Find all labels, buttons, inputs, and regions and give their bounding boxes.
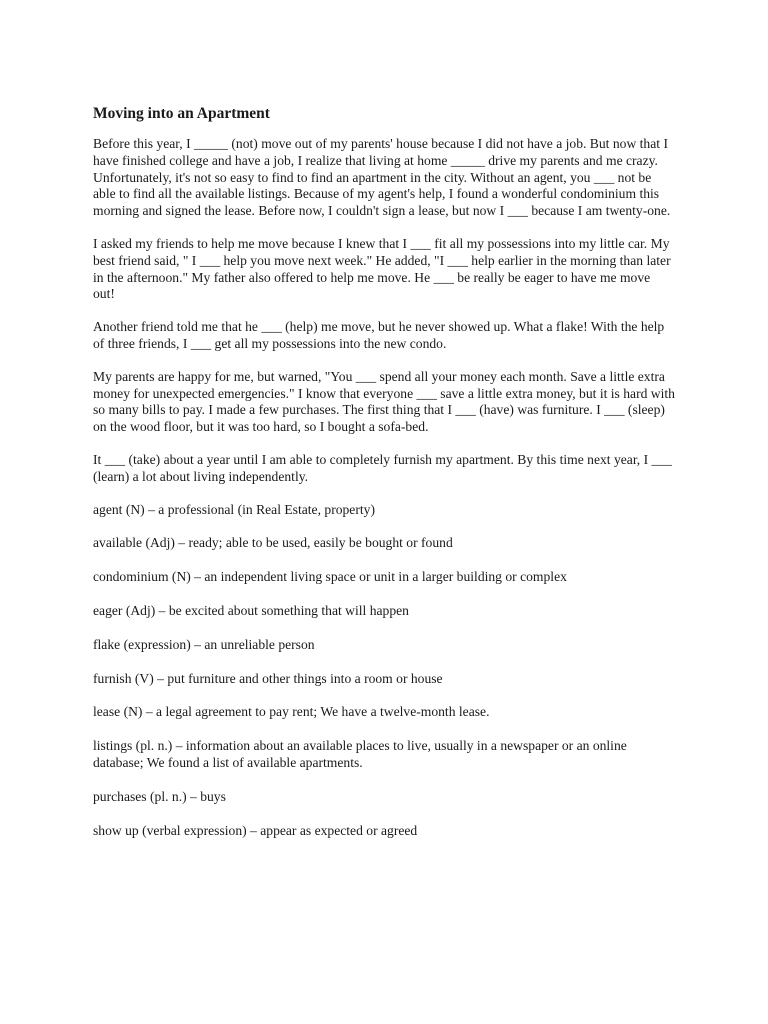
glossary-entry-purchases: purchases (pl. n.) – buys <box>93 788 226 804</box>
glossary-entry-available: available (Adj) – ready; able to be used, easily be bought or found <box>93 535 453 551</box>
glossary-entry-furnish: furnish (V) – put furniture and other things into a room or house <box>93 670 443 686</box>
paragraph-1: Before this year, I _____ (not) move out of my parents' house because I did not have a job. But now that I have finished college and have a job, I realize that living at home _____ drive my parents and me crazy. Unfortunately, it's not so easy to find to find an apartment in the city. Without an agent, you ___ not be able to find all the available listings. Because of my agent's help, I found a wonderful condominium this morning and signed the lease. Before now, I couldn't sign a lease, but now I ___ because I am twenty-one. <box>93 136 671 219</box>
glossary-entry-condominium: condominium (N) – an independent living space or unit in a larger building or complex <box>93 569 567 585</box>
glossary-entry-lease: lease (N) – a legal agreement to pay rent; We have a twelve-month lease. <box>93 704 490 720</box>
document-title: Moving into an Apartment <box>93 105 270 122</box>
glossary-entry-eager: eager (Adj) – be excited about something that will happen <box>93 602 409 618</box>
paragraph-5: It ___ (take) about a year until I am able to completely furnish my apartment. By this time next year, I ___ (learn) a lot about living independently. <box>93 451 672 484</box>
glossary-entry-show-up: show up (verbal expression) – appear as expected or agreed <box>93 822 418 838</box>
paragraph-4: My parents are happy for me, but warned, "You ___ spend all your money each month. Save a little extra money for unexpected emergencies." I know that everyone ___ save a little extra money, but it is hard with so many bills to pay. I made a few purchases. The first thing that I ___ (have) was furniture. I ___ (sleep) on the wood floor, but it was too hard, so I bought a sofa-bed. <box>93 368 675 435</box>
document-body <box>93 104 675 856</box>
glossary-entry-listings: listings (pl. n.) – information about an available places to live, usually in a newspaper or an online database; We found a list of available apartments. <box>93 738 627 770</box>
glossary-entry-agent: agent (N) – a professional (in Real Estate, property) <box>93 501 375 517</box>
glossary-list <box>93 502 675 840</box>
paragraph-2: I asked my friends to help me move because I knew that I ___ fit all my possessions into my little car. My best friend said, " I ___ help you move next week." He added, "I ___ help earlier in the morning than later in the afternoon." My father also offered to help me move. He ___ be really be eager to have me move out! <box>93 235 671 302</box>
paragraph-3: Another friend told me that he ___ (help) me move, but he never showed up. What a flake! With the help of three friends, I ___ get all my possessions into the new condo. <box>93 319 665 351</box>
glossary-entry-flake: flake (expression) – an unreliable person <box>93 636 315 652</box>
